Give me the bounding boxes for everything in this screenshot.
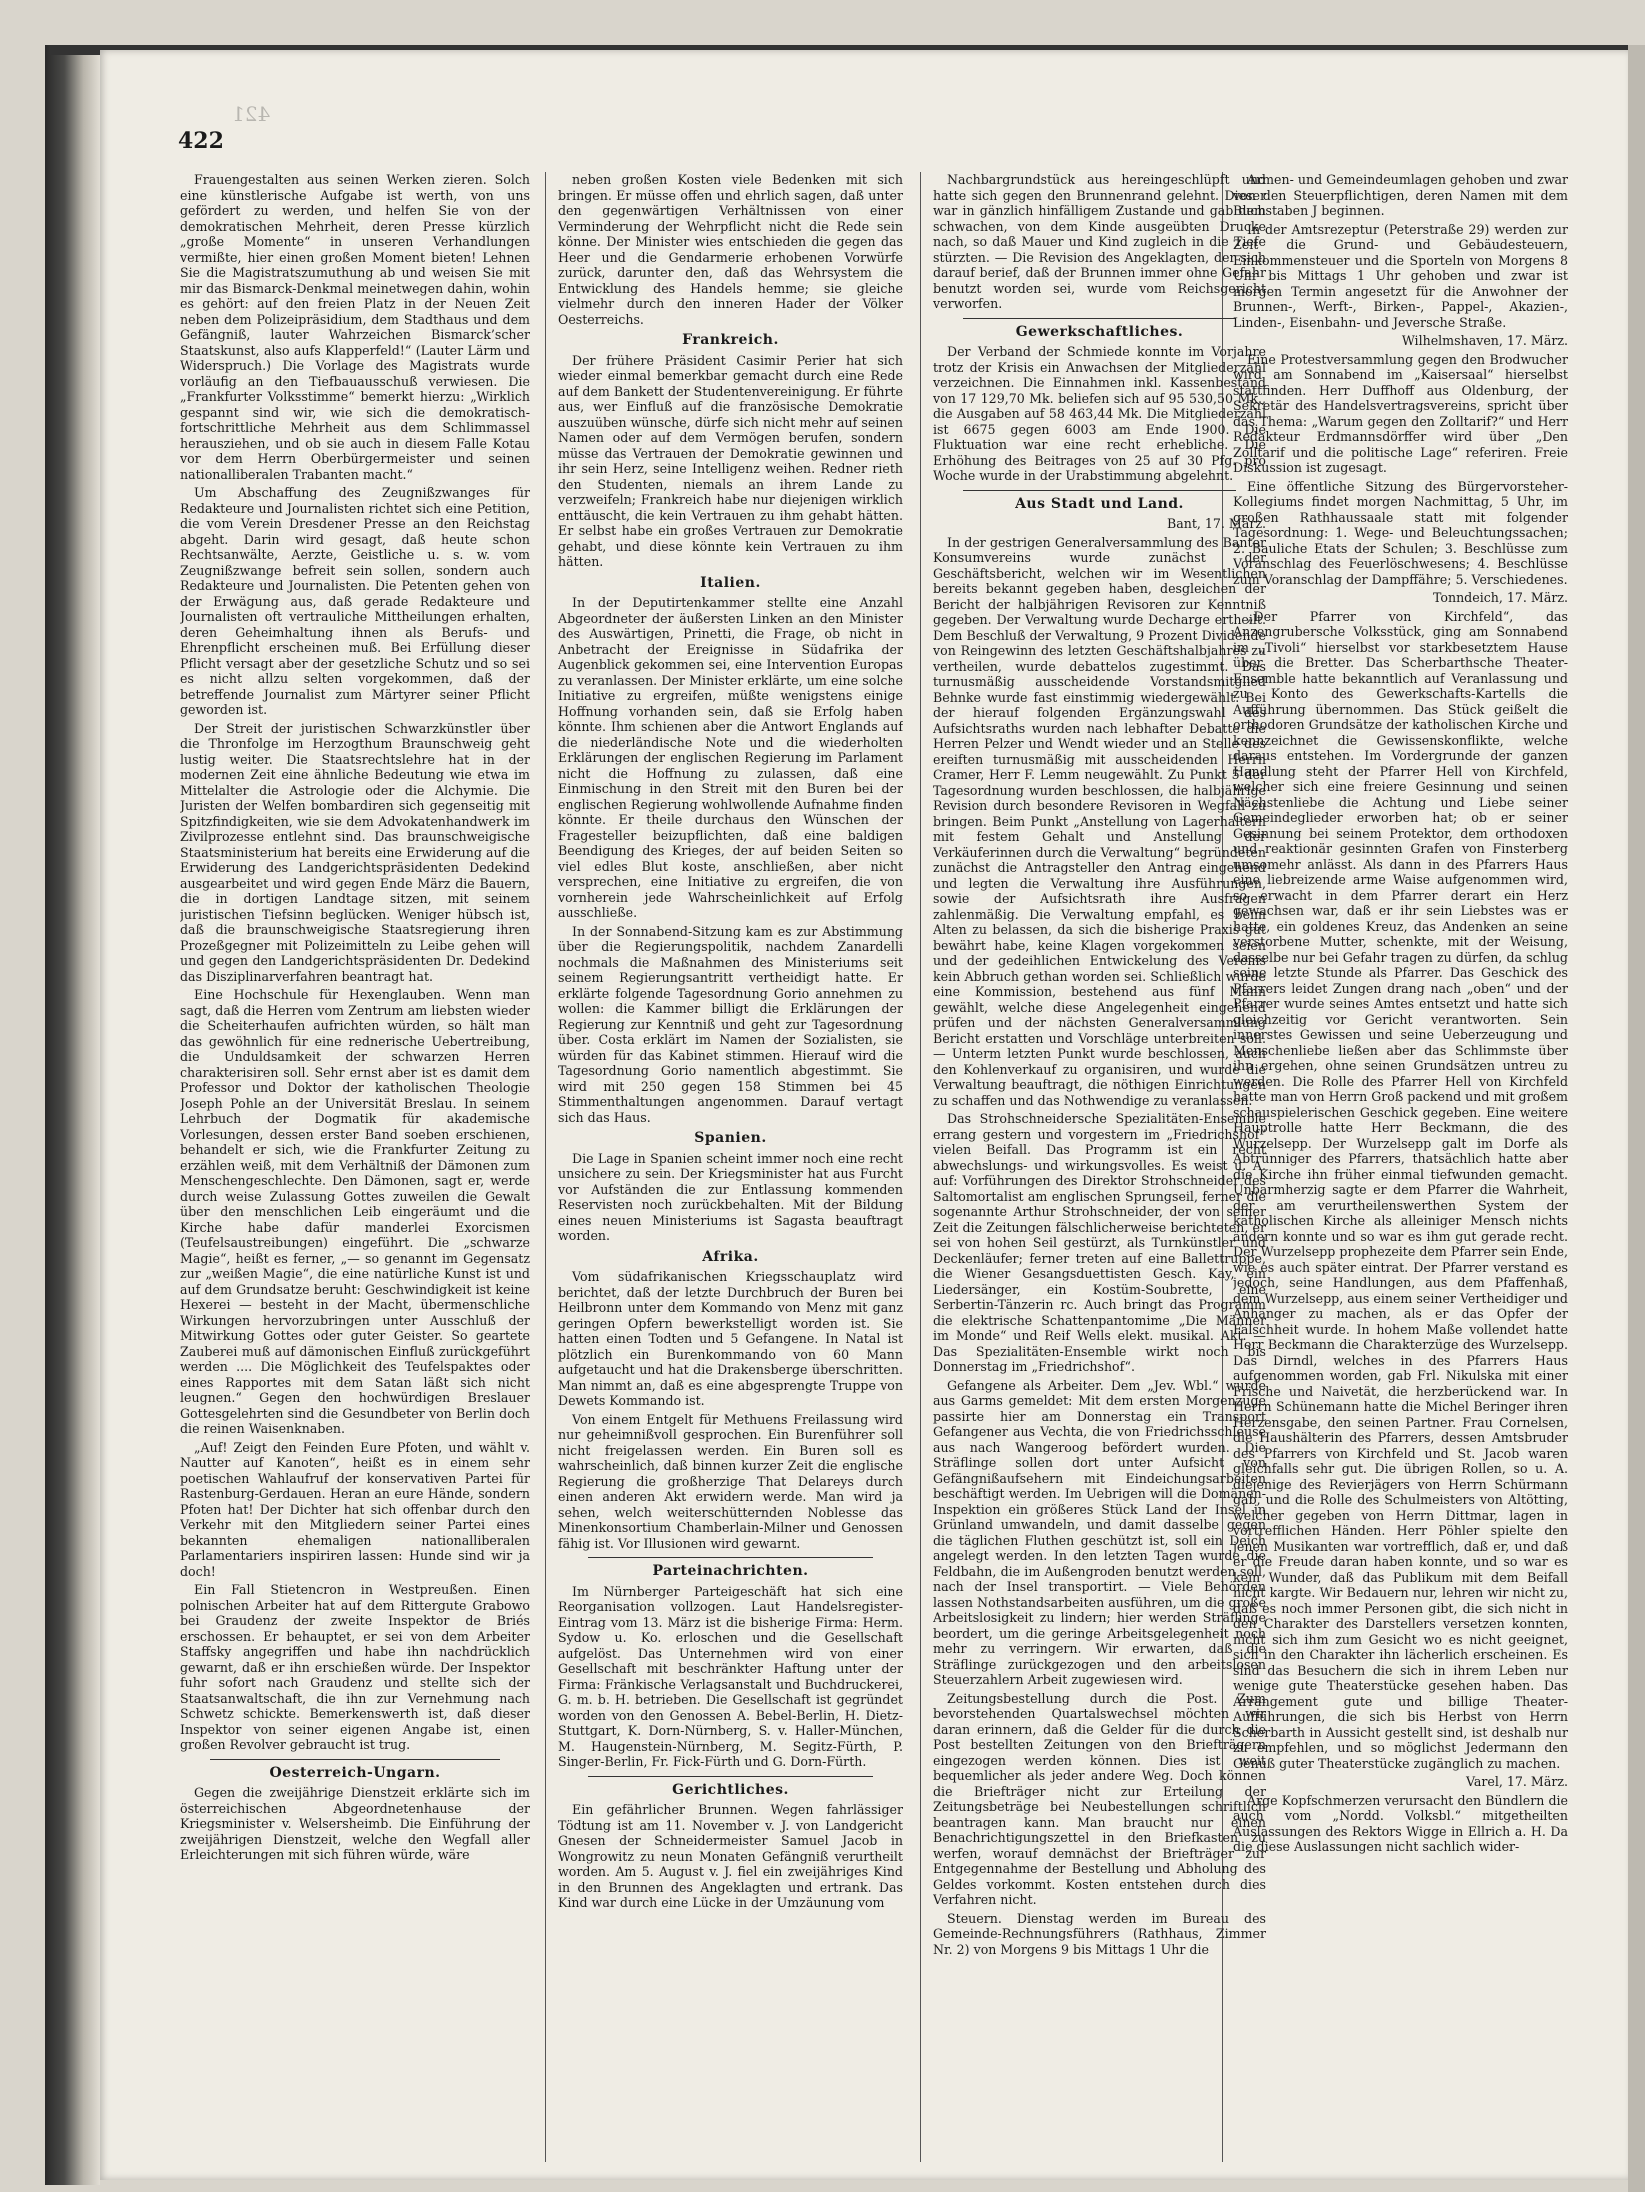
column-2 (558, 172, 903, 2162)
section-divider (963, 318, 1236, 319)
bleed-through-page-number: 421 (232, 102, 271, 126)
article-paragraph: Der frühere Präsident Casimir Perier hat sich wieder einmal bemerkbar gemacht durch eine Rede auf dem Bankett der Studentenvereinigung. Er führte aus, wer Einfluß auf die französische Demokratie auszuüben wünsche, dürfe sich nicht mehr auf seinen Namen oder auf dem Vermögen berufen, sondern müsse das Vertrauen der Demokratie gewinnen und ihr sein Herz, seine Intelligenz weihen. Redner rieth den Studenten, niemals an ihrem Lande zu verzweifeln; Frankreich habe nur diejenigen wirklich enttäuscht, die kein Vertrauen zu ihm gehabt hätten. Er selbst habe ein großes Vertrauen zur Demokratie gehabt, und diese könnte kein Vertrauen zu ihm hätten. (558, 352, 903, 569)
article-paragraph: „Auf! Zeigt den Feinden Eure Pfoten, und wählt v. Nautter auf Kanoten“, heißt es in einem sehr poetischen Wahlaufruf der konservativen Partei für Rastenburg-Gerdauen. Heran an eure Hände, sondern Pfoten hat! Der Dichter hat sich offenbar durch den Verkehr mit den Mitgliedern seiner Partei eines bekannten ehemaligen nationalliberalen Parlamentariers inspiriren lassen: Hunde sind wir ja doch! (180, 1439, 530, 1579)
book-binding (45, 45, 100, 2185)
article-paragraph: Eine Protestversammlung gegen den Brodwucher wird am Sonnabend im „Kaisersaal“ hierselbst stattfinden. Herr Duffhoff aus Oldenburg, der Sekretär des Handelsvertragsvereins, spricht über das Thema: „Warum gegen den Zolltarif?“ und Herr Redakteur Erdmannsdörffer wird über „Den Zolltarif und die politische Lage“ referiren. Freie Diskussion ist zugesagt. (1233, 351, 1568, 475)
section-heading: Parteinachrichten. (652, 1563, 809, 1579)
section-divider (588, 1557, 873, 1558)
article-paragraph: In der Sonnabend-Sitzung kam es zur Abstimmung über die Regierungspolitik, nachdem Zanardelli nochmals die Maßnahmen des Ministeriums seit seinem Regierungsantritt vertheidigt hatte. Er erklärte folgende Tagesordnung Gorio annehmen zu wollen: die Kammer billigt die Erklärungen der Regierung zur Kenntniß und geht zur Tagesordnung über. Costa erklärt im Namen der Sozialisten, sie würden für das Kabinet stimmen. Hierauf wird die Tagesordnung Gorio namentlich abgestimmt. Sie wird mit 250 gegen 158 Stimmen bei 45 Stimmenthaltungen angenommen. Darauf vertagt sich das Haus. (558, 923, 903, 1125)
column-rule (545, 172, 546, 2162)
article-paragraph: „Der Pfarrer von Kirchfeld“, das Anzengrubersche Volksstück, ging am Sonnabend im „Tivoli“ hierselbst vor starkbesetztem Hause über die Bretter. Das Scherbarthsche Theater-Ensemble hatte bekanntlich auf Veranlassung und zu Konto des Gewerkschafts-Kartells die Aufführung übernommen. Das Stück geißelt die orthodoren Grundsätze der katholischen Kirche und kennzeichnet die Gewissenskonflikte, welche daraus entstehen. Im Vordergrunde der ganzen Handlung steht der Pfarrer Hell von Kirchfeld, welcher sich eine freiere Gesinnung und seinen Nächstenliebe die Achtung und Liebe seiner Gemeindeglieder erworben hat; ob er seiner Gesinnung bei seinem Protektor, dem orthodoxen und reaktionär gesinnten Grafen von Finsterberg umsomehr anlässt. Als dann in des Pfarrers Haus eine liebreizende arme Waise aufgenommen wird, so erwacht in dem Pfarrer derart ein Herz gewachsen war, daß er ihr sein Liebstes was er hatte, ein goldenes Kreuz, das Andenken an seine verstorbene Mutter, schenkte, mit der Weisung, dasselbe nur bei Gefahr tragen zu dürfen, da schlug seine letzte Stunde als Pfarrer. Das Geschick des Pfarrers leidet Zungen drang nach „oben“ und der Pfarrer wurde seines Amtes entsetzt und hatte sich gleichzeitig vor Gericht verantworten. Sein innerstes Gewissen und seine Ueberzeugung und Menschenliebe ließen aber das Schlimmste über ihn ergehen, ohne seinen Grundsätzen untreu zu werden. Die Rolle des Pfarrer Hell von Kirchfeld hatte man von Herrn Groß packend und mit großem schauspielerischen Geschick gegeben. Eine weitere Hauptrolle hatte Herr Beckmann, die des Wurzelsepp. Der Wurzelsepp galt im Dorfe als Abtrünniger des Pfarrers, thatsächlich hatte aber die Kirche ihn früher einmal tiefwunden gemacht. Unbarmherzig sagte er dem Pfarrer die Wahrheit, der am verurtheilenswerthen System der katholischen Kirche als alleiniger Mensch nichts ändern konnte und so war es ihm gut gerade recht. Der Wurzelsepp prophezeite dem Pfarrer sein Ende, wie es auch später eintrat. Der Pfarrer verstand es jedoch, seine Handlungen, aus dem Pfaffenhaß, dem Wurzelsepp, aus einem seiner Vertheidiger und Anhänger zu machen, als er das Opfer der Falschheit wurde. In hohem Maße vollendet hatte Herr Beckmann die Charakterzüge des Wurzelsepp. Das Dirndl, welches in des Pfarrers Haus aufgenommen worden, gab Frl. Nikulska mit einer Frische und Naivetät, die herzberückend war. In Herrn Schünemann hatte die Michel Beringer ihren Herzensgabe, den seinen Partner. Frau Cornelsen, die Haushälterin des Pfarrers, dessen Amtsbruder des Pfarrers von Kirchfeld und St. Jacob waren gleichfalls sehr gut. Die übrigen Rollen, so u. A. diejenige des Revierjägers von Herrn Schürmann gab, und die Rolle des Schulmeisters von Altötting, welcher gegeben von Herrn Dittmar, lagen in vortrefflichen Händen. Herr Pöhler spielte den jenen Musikanten war vortrefflich, daß er, und daß er die Freude daran haben konnte, und so war es kein Wunder, daß das Publikum mit dem Beifall nicht kargte. Wir Bedauern nur, lehren wir nicht zu, daß es noch immer Personen gibt, die sich nicht in den Charakter des Darstellers versetzen konnten, nicht sich ihm zum Gesicht wo es nicht geeignet, sich in den Charakter ihn lächerlich erscheinen. Es sind das Besuchern die sich in ihrem Leben nur wenige gute Theaterstücke gesehen haben. Das Arrangement gute und billige Theater-Aufführungen, die sich bis Herbst von Herrn Scherbarth in Aussicht gestellt sind, ist deshalb nur zu empfehlen, und so möglichst Jedermann den Genuß guter Theaterstücke zugänglich zu machen. (1233, 608, 1568, 1771)
article-paragraph: Arge Kopfschmerzen verursacht den Bündlern die auch vom „Nordd. Volksbl.“ mitgetheilten Auslassungen des Rektors Wigge in Ellrich a. H. Da die diese Auslassungen nicht sachlich wider- (1233, 1792, 1568, 1854)
section-heading: Afrika. (702, 1248, 759, 1265)
article-paragraph: Zeitungsbestellung durch die Post. Zum bevorstehenden Quartalswechsel möchten wir daran erinnern, daß die Gelder für die durch die Post bestellten Zeitungen von den Briefträgern eingezogen werden können. Dies ist weit bequemlicher als jeder andere Weg. Doch können die Briefträger nicht zur Erteilung der Zeitungsbeträge bei Neubestellungen schriftlich beantragen kann. Man braucht nur einen Benachrichtigungszettel in den Briefkasten zu werfen, worauf demnächst der Briefträger zur Entgegennahme der Bestellung und Abholung des Geldes vorkommt. Kosten entstehen durch dies Verfahren nicht. (933, 1690, 1266, 1907)
dateline: Bant, 17. März. (1166, 516, 1266, 531)
article-paragraph: Die Lage in Spanien scheint immer noch eine recht unsichere zu sein. Der Kriegsminister hat aus Furcht vor Aufständen die zur Entlassung kommenden Reservisten noch zurückbehalten. Mit der Bildung eines neuen Ministeriums ist Sagasta beauftragt worden. (558, 1150, 903, 1243)
section-heading: Gewerkschaftliches. (1015, 323, 1184, 340)
article-paragraph: Ein gefährlicher Brunnen. Wegen fahrlässiger Tödtung ist am 11. November v. J. von Landgericht Gnesen der Schneidermeister Samuel Jacob in Wongrowitz zu neun Monaten Gefängniß verurtheilt worden. Am 5. August v. J. fiel ein zweijähriges Kind in den Brunnen des Angeklagten und ertrank. Das Kind war durch eine Lücke in der Umzäunung vom (558, 1802, 903, 1910)
article-paragraph: Im Nürnberger Parteigeschäft hat sich eine Reorganisation vollzogen. Laut Handelsregister-Eintrag vom 13. März ist die bisherige Firma: Herm. Sydow u. Ko. erloschen und die Gesellschaft aufgelöst. Das Unternehmen wird von einer Gesellschaft mit beschränkter Haftung unter der Firma: Fränkische Verlagsanstalt und Buchdruckerei, G. m. b. H. betrieben. Die Gesellschaft ist gegründet worden von den Genossen A. Bebel-Berlin, H. Dietz-Stuttgart, K. Dorn-Nürnberg, S. v. Haller-München, M. Haugenstein-Nürnberg, M. Segitz-Fürth, P. Singer-Berlin, Fr. Fick-Fürth und G. Dorn-Fürth. (558, 1583, 903, 1769)
article-paragraph: Armen- und Gemeindeumlagen gehoben und zwar von den Steuerpflichtigen, deren Namen mit dem Buchstaben J beginnen. (1233, 172, 1568, 218)
section-heading: Italien. (700, 574, 761, 591)
article-paragraph: Um Abschaffung des Zeugnißzwanges für Redakteure und Journalisten richtet sich eine Petition, die vom Verein Dresdener Presse an den Reichstag abgeht. Darin wird gesagt, daß heute schon Rechtsanwälte, Aerzte, Geistliche u. s. w. vom Zeugnißzwange befreit sein sollen, sondern auch Redakteure und Journalisten. Die Petenten gehen von der Erwägung aus, daß gerade Redakteure und Journalisten oft vertrauliche Mittheilungen erhalten, deren Geheimhaltung ihnen als Berufs- und Ehrenpflicht erscheinen muß. Bei Erfüllung dieser Pflicht versagt aber der gesetzliche Schutz und so sei es nicht allzu selten vorgekommen, daß der betreffende Journalist zum Märtyrer seiner Pflicht geworden ist. (180, 485, 530, 717)
article-paragraph: Das Strohschneidersche Spezialitäten-Ensemble errang gestern und vorgestern im „Friedrichshof“ vielen Beifall. Das Programm ist ein recht abwechslungs- und wirkungsvolles. Es weist u. A. auf: Vorführungen des Direktor Strohschneider des Saltomortalist am englischen Sprungseil, ferner die sogenannte Arthur Strohschneider, der von seiner Zeit die Zeitungen fälschlicherweise berichteten, er sei von hohen Seil gestürzt, als Turnkünstler und Deckenläufer; ferner treten auf eine Ballettruppe, die Wiener Gesangsduettisten Gesch. Kay, ein Liedersänger, ein Kostüm-Soubrette, eine Serbertin-Tänzerin rc. Auch bringt das Programm die elektrische Schattenpantomime „Die Männer im Monde“ und Reif Wells elekt. musikal. Akt. — Das Spezialitäten-Ensemble wirkt noch bis Donnerstag im „Friedrichshof“. (933, 1111, 1266, 1374)
dateline: Wilhelmshaven, 17. März. (1401, 333, 1568, 348)
column-3 (933, 172, 1266, 2162)
article-paragraph: Nachbargrundstück aus hereingeschlüpft und hatte sich gegen den Brunnenrand gelehnt. Dieser war in gänzlich hinfälligem Zustande und gab dem schwachen, von dem Kinde ausgeübten Drucke nach, so daß Mauer und Kind zugleich in die Tiefe stürzten. — Die Revision des Angeklagten, der sich darauf berief, daß der Brunnen immer ohne Gefahr benutzt worden sei, wurde vom Reichsgericht verworfen. (933, 172, 1266, 311)
column-1 (180, 172, 530, 2162)
section-divider (210, 1759, 500, 1760)
article-paragraph: neben großen Kosten viele Bedenken mit sich bringen. Er müsse offen und ehrlich sagen, daß unter den gegenwärtigen Verhältnissen von einer Verminderung der Wehrpflicht nicht die Rede sein könne. Der Minister wies entschieden die gegen das Heer und die Gendarmerie erhobenen Vorwürfe zurück, darunter den, daß das Wehrsystem die Entwicklung des Handels hemme; sie gleiche vielmehr durch den inneren Hader der Völker Oesterreichs. (558, 172, 903, 327)
article-paragraph: In der gestrigen Generalversammlung des Banter Konsumvereins wurde zunächst der Geschäftsbericht, welchen wir im Wesentlichen bereits bekannt gegeben haben, desgleichen der Bericht der halbjährigen Revisoren zur Kenntniß gegeben. Der Verwaltung wurde Decharge ertheilt. Dem Beschluß der Verwaltung, 9 Prozent Dividende von Reingewinn des letzten Geschäftshalbjahres zu vertheilen, wurde debattelos zugestimmt. Das turnusmäßig ausscheidende Vorstandsmitglied Behnke wurde fast einstimmig wiedergewählt. Bei der hierauf folgenden Ergänzungswahl des Aufsichtsraths wurden nach lebhafter Debatte die Herren Pelzer und Wendt wieder und an Stelle des ereiften turnusmäßig mit ausscheidenden Herrn Cramer, Herr F. Lemm neugewählt. Zu Punkt 5 der Tagesordnung wurden beschlossen, die halbjährige Revision durch besondere Revisoren in Wegfall zu bringen. Beim Punkt „Anstellung von Lagerhaltern mit festem Gehalt und Anstellung der Verkäuferinnen durch die Verwaltung“ begründeten zunächst die Antragsteller den Antrag eingehend und legten die Verwaltung ihre Ausführungen, sowie der Aufsichtsrath ihre Ausfragen zahlenmäßig. Die Verwaltung empfahl, es beim Alten zu belassen, da sich die bisherige Praxis gut bewährt habe, keine Klagen vorgekommen seien und der gedeihlichen Entwickelung des Vereins kein Abbruch gethan worden sei. Schließlich wurde eine Kommission, bestehend aus fünf Mann gewählt, welche diese Angelegenheit eingehend prüfen und der nächsten Generalversammlung Bericht erstatten und Vorschläge unterbreiten soll. — Unterm letzten Punkt wurde beschlossen, auch den Kohlenverkauf zu organisiren, und wurde die Verwaltung beauftragt, die nöthigen Einrichtungen zu schaffen und das Nothwendige zu veranlassen. (933, 534, 1266, 1108)
article-paragraph: Der Streit der juristischen Schwarzkünstler über die Thronfolge im Herzogthum Braunschweig geht lustig weiter. Die Staatsrechtslehre hat in der modernen Zeit eine ähnliche Bedeutung wie etwa im Mittelalter die Astrologie oder die Alchymie. Die Juristen der Welfen bombardiren sich gegenseitig mit Spitzfindigkeiten, wie sie dem Advokatenhandwerk im Zivilprozesse entlehnt sind. Das braunschweigische Staatsministerium hat bereits eine Erwiderung auf die Erwiderung des Landgerichtspräsidenten Dedekind ausgearbeitet und wird gegen Ende März die Bauern, die in dortigen Landtage sitzen, mit seinem juristischen Tiefsinn beglücken. Weniger hübsch ist, daß die braunschweigische Staatsregierung ihren Prozeßgegner mit Polizeimitteln zu Leibe gehen will und gegen den Landgerichtspräsidenten Dr. Dedekind das Disziplinarverfahren beantragt hat. (180, 720, 530, 984)
article-paragraph: In der Deputirtenkammer stellte eine Anzahl Abgeordneter der äußersten Linken an den Minister des Auswärtigen, Prinetti, die Frage, ob nicht in Anbetracht der Ereignisse in Südafrika der Augenblick gekommen sei, eine Intervention Europas zu veranlassen. Der Minister erklärte, um eine solche Initiative zu ergreifen, müßte wenigstens einige Hoffnung vorhanden sein, daß sie Erfolg haben könnte. Ihm schienen aber die Antwort Englands auf die niederländische Note und die wiederholten Erklärungen der englischen Regierung im Parlament nicht die Hoffnung zu zulassen, daß eine Einmischung in den Streit mit den Buren bei der englischen Regierung wohlwollende Aufnahme finden könnte. Er theile durchaus den Wünschen der Fragesteller beizupflichten, daß eine baldigen Beendigung des Krieges, der auf beiden Seiten so viel edles Blut koste, anschließen, aber nicht versprechen, eine Initiative zu ergreifen, die von vornherein jede Wahrscheinlichkeit auf Erfolg ausschließe. (558, 595, 903, 920)
article-paragraph: Frauengestalten aus seinen Werken zieren. Solch eine künstlerische Aufgabe ist werth, von uns gefördert zu werden, und helfen Sie von der demokratischen Mehrheit, deren Presse kürzlich „große Momente“ in unseren Verhandlungen vermißte, hier einen großen Moment bieten! Lehnen Sie die Magistratszumuthung ab und weisen Sie mit mir das Bismarck-Denkmal meinetwegen dahin, wohin es gehört: auf den freien Platz in der Neuen Zeit neben dem Polizeipräsidium, dem Stadthaus und dem Gefängniß, lauter Wahrzeichen Bismarck’scher Staatskunst, also aufs Klapperfeld!“ (Lauter Lärm und Widerspruch.) Die Vorlage des Magistrats wurde vorläufig an den Tiefbauausschuß verwiesen. Die „Frankfurter Volksstimme“ bemerkt hierzu: „Wirklich gespannt sind wir, wie sich die demokratisch-fortschrittliche Mehrheit aus dem Schlimmassel herausziehen, und ob sie auch in diesem Falle Kotau vor dem Herrn Oberbürgermeister und seinen nationalliberalen Trabanten macht.“ (180, 172, 530, 482)
section-divider (588, 1776, 873, 1777)
article-paragraph: In der Amtsrezeptur (Peterstraße 29) werden zur Zeit die Grund- und Gebäudesteuern, Einkommensteuer und die Sporteln von Morgens 8 Uhr bis Mittags 1 Uhr gehoben und zwar ist morgen Termin angesetzt für die Anwohner der Brunnen-, Werft-, Birken-, Pappel-, Akazien-, Linden-, Eisenbahn- und Jeversche Straße. (1233, 221, 1568, 330)
article-paragraph: Der Verband der Schmiede konnte im Vorjahre trotz der Krisis ein Anwachsen der Mitgliederzahl verzeichnen. Die Einnahmen inkl. Kassenbestand von 17 129,70 Mk. beliefen sich auf 95 530,50 Mk., die Ausgaben auf 58 463,44 Mk. Die Mitgliederzahl ist 6675 gegen 6003 am Ende 1900. Die Fluktuation war eine recht erhebliche. Die Erhöhung des Beitrages von 25 auf 30 Pfg. pro Woche wurde in der Urabstimmung abgelehnt. (933, 344, 1266, 483)
dateline: Tonndeich, 17. März. (1432, 590, 1568, 605)
article-paragraph: Eine Hochschule für Hexenglauben. Wenn man sagt, daß die Herren vom Zentrum am liebsten wieder die Scheiterhaufen aufrichten würden, so hält man das gewöhnlich für eine rednerische Uebertreibung, die Unduldsamkeit der schwarzen Herren charakterisiren soll. Sehr ernst aber ist es damit dem Professor und Doktor der katholischen Theologie Joseph Pohle an der Universität Breslau. In seinem Lehrbuch der Dogmatik für akademische Vorlesungen, dessen erster Band soeben erschienen, behandelt er sich, wie die Frankfurter Zeitung zu erzählen weiß, mit dem Verhältniß der Dämonen zum Menschengeschlechte. Den Dämonen, sagt er, werde durch weise Zulassung Gottes zuweilen die Gewalt über den menschlichen Leib eingeräumt und die Kirche habe dafür manderlei Exorcismen (Teufelsaustreibungen) eingeführt. Die „schwarze Magie“, heißt es ferner, „— so genannt im Gegensatz zur „weißen Magie“, die eine natürliche Kunst ist und auf dem Grundsatze beruht: Geschwindigkeit ist keine Hexerei — besteht in der Macht, übermenschliche Wirkungen hervorzubringen unter Ausschluß der Mitwirkung Gottes oder guter Geister. So geartete Zauberei muß auf dämonischen Einfluß zurückgeführt werden .... Die Möglichkeit des Teufelspaktes oder eines Rapportes mit dem Satan läßt sich nicht leugnen.“ Gegen den hochwürdigen Breslauer Gottesgelehrten sind die Gesundbeter von Berlin doch die reinen Waisenknaben. (180, 987, 530, 1436)
page-right-edge (1628, 45, 1645, 2192)
section-heading: Spanien. (694, 1130, 767, 1146)
article-paragraph: Gefangene als Arbeiter. Dem „Jev. Wbl.“ wurde aus Garms gemeldet: Mit dem ersten Morgenzuge passirte hier am Donnerstag ein Transport Gefangener aus Vechta, die von Friedrichsschleuse aus nach Wangeroog befördert wurden. Die Sträflinge sollen dort unter Aufsicht von Gefängnißaufsehern mit Eindeichungsarbeiten beschäftigt werden. Im Uebrigen will die Domänen-Inspektion ein größeres Stück Land der Insel in Grünland umwandeln, und damit dasselbe gegen die täglichen Fluthen geschützt ist, soll ein Deich angelegt werden. In den letzten Tagen wurde die Feldbahn, die im Außengroden benutzt werden soll, nach der Insel transportirt. — Viele Behörden lassen Nothstandsarbeiten ausführen, um die große Arbeitslosigkeit zu lindern; hier werden Sträflinge beordert, um die geringe Arbeitsgelegenheit noch mehr zu verringern. Wir erwarten, daß die Sträflinge zurückgezogen und den arbeitslosen Steuerzahlern Arbeit zugewiesen wird. (933, 1377, 1266, 1687)
page-number: 422 (178, 128, 224, 154)
article-paragraph: Steuern. Dienstag werden im Bureau des Gemeinde-Rechnungsführers (Rathhaus, Zimmer Nr. 2) von Morgens 9 bis Mittags 1 Uhr die (933, 1910, 1266, 1957)
section-heading: Aus Stadt und Land. (1015, 495, 1184, 512)
article-paragraph: Ein Fall Stietencron in Westpreußen. Einen polnischen Arbeiter hat auf dem Rittergute Grabowo bei Graudenz der zweite Inspektor de Briés erschossen. Er behauptet, er sei von dem Arbeiter Staffsky angegriffen und habe ihn nachdrücklich gewarnt, daß er ihn erschießen würde. Der Inspektor fuhr sofort nach Graudenz und stellte sich der Staatsanwaltschaft, die ihn zur Vernehmung nach Schwetz schickte. Bemerkenswerth ist, daß dieser Inspektor von seiner eigenen Angabe ist, einen großen Revolver gebraucht ist trug. (180, 1582, 530, 1752)
article-paragraph: Gegen die zweijährige Dienstzeit erklärte sich im österreichischen Abgeordnetenhause der Kriegsminister v. Welsersheimb. Die Einführung der zweijährigen Dienstzeit, welche den Wegfall aller Erleichterungen mit sich führen würde, wäre (180, 1785, 530, 1862)
article-paragraph: Von einem Entgelt für Methuens Freilassung wird nur geheimnißvoll gesprochen. Ein Burenführer soll nicht freigelassen werden. Ein Buren soll es wahrscheinlich, daß binnen kurzer Zeit die englische Regierung die großherzige That Delareys durch einen anderen Akt erwidern werde. Man wird ja sehen, welch weiterschütternden Noblesse das Minenkonsortium Chamberlain-Milner und Genossen fähig ist. Vor Illusionen wird gewarnt. (558, 1411, 903, 1551)
section-divider (963, 490, 1236, 491)
dateline: Varel, 17. März. (1465, 1774, 1568, 1789)
column-rule (920, 172, 921, 2162)
article-paragraph: Eine öffentliche Sitzung des Bürgervorsteher-Kollegiums findet morgen Nachmittag, 5 Uhr, im großen Rathhaussaale statt mit folgender Tagesordnung: 1. Wege- und Beleuchtungssachen; 2. Bauliche Etats der Schulen; 3. Beschlüsse zum Voranschlag des Feuerlöschwesens; 4. Beschlüsse zum Voranschlag der Dampffähre; 5. Verschiedenes. (1233, 478, 1568, 587)
section-heading: Frankreich. (682, 332, 779, 348)
section-heading: Oesterreich-Ungarn. (269, 1764, 441, 1781)
section-heading: Gerichtliches. (672, 1781, 789, 1798)
column-4 (1233, 172, 1568, 2162)
article-paragraph: Vom südafrikanischen Kriegsschauplatz wird berichtet, daß der letzte Durchbruch der Buren bei Heilbronn unter dem Kommando von Menz mit ganz geringen Opfern bewerkstelligt worden ist. Sie hatten einen Todten und 5 Gefangene. In Natal ist plötzlich ein Burenkommando von 60 Mann aufgetaucht und hat die Drakensberge überschritten. Man nimmt an, daß es eine abgesprengte Truppe von Dewets Kommando ist. (558, 1269, 903, 1408)
